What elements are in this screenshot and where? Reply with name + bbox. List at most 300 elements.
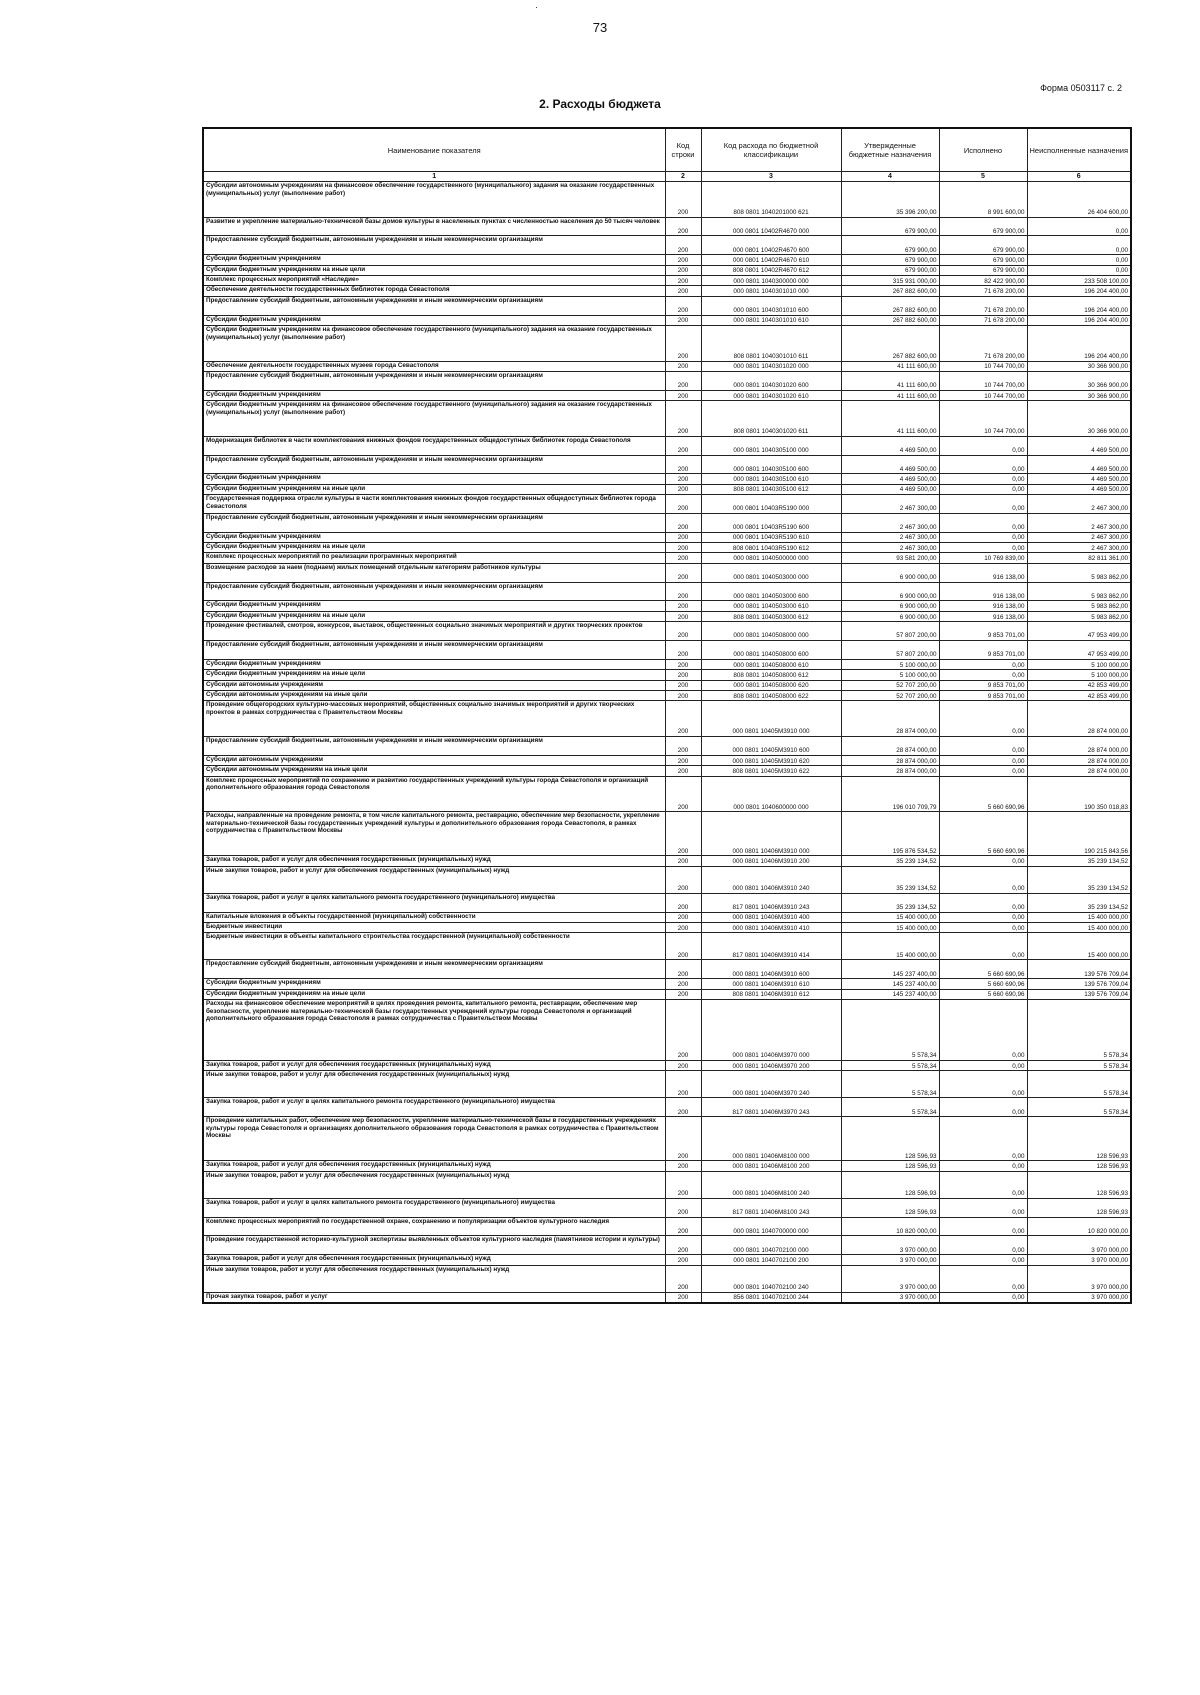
- row-name-cell: Субсидии бюджетным учреждениям: [203, 390, 665, 400]
- row-name-cell: Предоставление субсидий бюджетным, автономным учреждениям и иным некоммерческим организациям: [203, 641, 665, 660]
- row-approved-cell: 5 578,34: [841, 1098, 939, 1117]
- row-unexecuted-cell: 0,00: [1027, 265, 1131, 275]
- row-executed-cell: 916 138,00: [939, 563, 1027, 582]
- row-classification-cell: 000 0801 1040301010 610: [701, 315, 841, 325]
- column-number: 5: [939, 172, 1027, 182]
- row-line-code-cell: 200: [665, 315, 701, 325]
- row-executed-cell: 5 660 690,96: [939, 960, 1027, 979]
- row-executed-cell: 916 138,00: [939, 601, 1027, 611]
- row-unexecuted-cell: 5 578,34: [1027, 1098, 1131, 1117]
- row-classification-cell: 000 0801 10402R4670 610: [701, 255, 841, 265]
- table-row: [203, 1060, 1131, 1070]
- row-executed-cell: 679 900,00: [939, 255, 1027, 265]
- row-classification-cell: 808 0801 10406М3910 612: [701, 989, 841, 999]
- row-executed-cell: 71 678 200,00: [939, 286, 1027, 296]
- row-executed-cell: 9 853 701,00: [939, 690, 1027, 700]
- row-classification-cell: 000 0801 1040500000 000: [701, 553, 841, 563]
- row-approved-cell: 15 400 000,00: [841, 922, 939, 932]
- row-classification-cell: 856 0801 1040702100 244: [701, 1292, 841, 1302]
- row-name-cell: Предоставление субсидий бюджетным, автономным учреждениям и иным некоммерческим организациям: [203, 296, 665, 315]
- row-unexecuted-cell: 15 400 000,00: [1027, 912, 1131, 922]
- row-classification-cell: 000 0801 1040301010 000: [701, 286, 841, 296]
- row-name-cell: Субсидии автономным учреждениям на иные цели: [203, 690, 665, 700]
- column-number: 3: [701, 172, 841, 182]
- row-unexecuted-cell: 28 874 000,00: [1027, 766, 1131, 776]
- row-executed-cell: 916 138,00: [939, 582, 1027, 601]
- row-name-cell: Комплекс процессных мероприятий «Наследие»: [203, 275, 665, 285]
- row-executed-cell: 0,00: [939, 484, 1027, 494]
- row-approved-cell: 679 900,00: [841, 217, 939, 236]
- table-row: [203, 1292, 1131, 1302]
- row-executed-cell: 10 744 700,00: [939, 390, 1027, 400]
- row-name-cell: Субсидии бюджетным учреждениям: [203, 601, 665, 611]
- row-line-code-cell: 200: [665, 960, 701, 979]
- row-name-cell: Комплекс процессных мероприятий по государственной охране, сохранению и популяризации объектов культурного наследия: [203, 1217, 665, 1236]
- table-row: [203, 361, 1131, 371]
- table-row: [203, 812, 1131, 856]
- form-code: Форма 0503117 с. 2: [1040, 83, 1122, 93]
- row-unexecuted-cell: 35 239 134,52: [1027, 893, 1131, 912]
- row-executed-cell: 0,00: [939, 474, 1027, 484]
- row-approved-cell: 5 100 000,00: [841, 659, 939, 669]
- row-unexecuted-cell: 2 467 300,00: [1027, 543, 1131, 553]
- row-classification-cell: 000 0801 1040301010 600: [701, 296, 841, 315]
- row-name-cell: Субсидии бюджетным учреждениям на иные цели: [203, 670, 665, 680]
- row-classification-cell: 000 0801 10406М8100 240: [701, 1171, 841, 1198]
- table-row: [203, 1098, 1131, 1117]
- row-unexecuted-cell: 30 366 900,00: [1027, 371, 1131, 390]
- row-approved-cell: 5 578,34: [841, 1000, 939, 1061]
- row-line-code-cell: 200: [665, 933, 701, 960]
- row-name-cell: Бюджетные инвестиции в объекты капитального строительства государственной (муниципальной) собственности: [203, 933, 665, 960]
- row-executed-cell: 5 660 690,96: [939, 989, 1027, 999]
- table-row: [203, 495, 1131, 514]
- row-line-code-cell: 200: [665, 265, 701, 275]
- table-row: [203, 670, 1131, 680]
- row-approved-cell: 679 900,00: [841, 236, 939, 255]
- row-unexecuted-cell: 5 578,34: [1027, 1060, 1131, 1070]
- row-approved-cell: 267 882 600,00: [841, 286, 939, 296]
- row-executed-cell: 9 853 701,00: [939, 622, 1027, 641]
- row-line-code-cell: 200: [665, 1198, 701, 1217]
- row-executed-cell: 679 900,00: [939, 265, 1027, 275]
- row-unexecuted-cell: 5 578,34: [1027, 1071, 1131, 1098]
- row-name-cell: Предоставление субсидий бюджетным, автономным учреждениям и иным некоммерческим организациям: [203, 960, 665, 979]
- row-executed-cell: 0,00: [939, 436, 1027, 455]
- row-classification-cell: 000 0801 10406М3910 200: [701, 856, 841, 866]
- row-classification-cell: 000 0801 1040301020 000: [701, 361, 841, 371]
- row-executed-cell: 0,00: [939, 1098, 1027, 1117]
- row-approved-cell: 41 111 600,00: [841, 401, 939, 437]
- table-row: [203, 255, 1131, 265]
- row-line-code-cell: 200: [665, 622, 701, 641]
- row-unexecuted-cell: 190 215 843,56: [1027, 812, 1131, 856]
- table-row: [203, 401, 1131, 437]
- row-classification-cell: 000 0801 1040503000 600: [701, 582, 841, 601]
- row-name-cell: Иные закупки товаров, работ и услуг для обеспечения государственных (муниципальных) нужд: [203, 1171, 665, 1198]
- row-name-cell: Закупка товаров, работ и услуг в целях капитального ремонта государственного (муниципального) имущества: [203, 1198, 665, 1217]
- row-name-cell: Иные закупки товаров, работ и услуг для обеспечения государственных (муниципальных) нужд: [203, 1071, 665, 1098]
- table-row: [203, 182, 1131, 218]
- row-executed-cell: 0,00: [939, 766, 1027, 776]
- row-executed-cell: 0,00: [939, 513, 1027, 532]
- row-classification-cell: 000 0801 1040508000 610: [701, 659, 841, 669]
- row-unexecuted-cell: 28 874 000,00: [1027, 701, 1131, 737]
- row-unexecuted-cell: 5 983 862,00: [1027, 601, 1131, 611]
- row-approved-cell: 6 900 000,00: [841, 582, 939, 601]
- row-classification-cell: 808 0801 1040503000 612: [701, 611, 841, 621]
- row-executed-cell: 0,00: [939, 1292, 1027, 1302]
- row-approved-cell: 3 970 000,00: [841, 1265, 939, 1292]
- row-executed-cell: 9 853 701,00: [939, 680, 1027, 690]
- table-row: [203, 1236, 1131, 1255]
- row-approved-cell: 3 970 000,00: [841, 1292, 939, 1302]
- scan-speck: ·: [535, 2, 538, 12]
- row-classification-cell: 000 0801 10402R4670 000: [701, 217, 841, 236]
- row-executed-cell: 0,00: [939, 1117, 1027, 1161]
- row-name-cell: Предоставление субсидий бюджетным, автономным учреждениям и иным некоммерческим организациям: [203, 371, 665, 390]
- row-executed-cell: 0,00: [939, 1071, 1027, 1098]
- row-approved-cell: 145 237 400,00: [841, 979, 939, 989]
- row-classification-cell: 000 0801 10406М3910 400: [701, 912, 841, 922]
- row-unexecuted-cell: 3 970 000,00: [1027, 1265, 1131, 1292]
- table-row: [203, 989, 1131, 999]
- row-unexecuted-cell: 0,00: [1027, 236, 1131, 255]
- row-name-cell: Закупка товаров, работ и услуг для обеспечения государственных (муниципальных) нужд: [203, 856, 665, 866]
- row-name-cell: Субсидии бюджетным учреждениям на финансовое обеспечение государственного (муниципального) задания на оказание государственных (муниципальных) услуг (выполнение работ): [203, 325, 665, 361]
- row-approved-cell: 4 469 500,00: [841, 436, 939, 455]
- row-classification-cell: 000 0801 1040702100 240: [701, 1265, 841, 1292]
- row-approved-cell: 41 111 600,00: [841, 390, 939, 400]
- row-line-code-cell: 200: [665, 701, 701, 737]
- row-executed-cell: 0,00: [939, 1161, 1027, 1171]
- row-name-cell: Прочая закупка товаров, работ и услуг: [203, 1292, 665, 1302]
- row-line-code-cell: 200: [665, 436, 701, 455]
- row-executed-cell: 0,00: [939, 1265, 1027, 1292]
- row-classification-cell: 808 0801 1040301020 611: [701, 401, 841, 437]
- row-name-cell: Субсидии автономным учреждениям: [203, 680, 665, 690]
- row-unexecuted-cell: 5 578,34: [1027, 1000, 1131, 1061]
- row-executed-cell: 71 678 200,00: [939, 296, 1027, 315]
- row-line-code-cell: 200: [665, 1060, 701, 1070]
- table-row: [203, 960, 1131, 979]
- row-classification-cell: 808 0801 1040201000 621: [701, 182, 841, 218]
- row-name-cell: Капитальные вложения в объекты государственной (муниципальной) собственности: [203, 912, 665, 922]
- row-line-code-cell: 200: [665, 1161, 701, 1171]
- row-unexecuted-cell: 190 350 018,83: [1027, 776, 1131, 812]
- row-executed-cell: 71 678 200,00: [939, 325, 1027, 361]
- row-unexecuted-cell: 139 576 709,04: [1027, 960, 1131, 979]
- row-name-cell: Субсидии автономным учреждениям на финансовое обеспечение государственного (муниципального) задания на оказание государственных (муниципальных) услуг (выполнение работ): [203, 182, 665, 218]
- row-name-cell: Субсидии бюджетным учреждениям на иные цели: [203, 265, 665, 275]
- row-line-code-cell: 200: [665, 690, 701, 700]
- table-row: [203, 601, 1131, 611]
- table-row: [203, 866, 1131, 893]
- row-approved-cell: 93 581 200,00: [841, 553, 939, 563]
- row-name-cell: Обеспечение деятельности государственных библиотек города Севастополя: [203, 286, 665, 296]
- row-line-code-cell: 200: [665, 286, 701, 296]
- table-row: [203, 912, 1131, 922]
- table-row: [203, 1117, 1131, 1161]
- row-line-code-cell: 200: [665, 989, 701, 999]
- table-row: [203, 1255, 1131, 1265]
- row-approved-cell: 2 467 300,00: [841, 495, 939, 514]
- table-row: [203, 217, 1131, 236]
- row-approved-cell: 3 970 000,00: [841, 1255, 939, 1265]
- row-approved-cell: 267 882 600,00: [841, 325, 939, 361]
- row-name-cell: Закупка товаров, работ и услуг для обеспечения государственных (муниципальных) нужд: [203, 1255, 665, 1265]
- row-line-code-cell: 200: [665, 736, 701, 755]
- row-executed-cell: 0,00: [939, 1236, 1027, 1255]
- row-line-code-cell: 200: [665, 893, 701, 912]
- row-executed-cell: 0,00: [939, 912, 1027, 922]
- row-name-cell: Предоставление субсидий бюджетным, автономным учреждениям и иным некоммерческим организациям: [203, 736, 665, 755]
- table-row: [203, 979, 1131, 989]
- table-row: [203, 563, 1131, 582]
- row-classification-cell: 000 0801 1040305100 610: [701, 474, 841, 484]
- table-row: [203, 455, 1131, 474]
- row-executed-cell: 5 660 690,96: [939, 979, 1027, 989]
- row-classification-cell: 808 0801 10402R4670 612: [701, 265, 841, 275]
- row-line-code-cell: 200: [665, 1071, 701, 1098]
- row-approved-cell: 315 931 000,00: [841, 275, 939, 285]
- row-approved-cell: 679 900,00: [841, 265, 939, 275]
- row-approved-cell: 128 596,93: [841, 1198, 939, 1217]
- row-name-cell: Бюджетные инвестиции: [203, 922, 665, 932]
- column-number: 4: [841, 172, 939, 182]
- row-line-code-cell: 200: [665, 236, 701, 255]
- row-executed-cell: 0,00: [939, 856, 1027, 866]
- row-line-code-cell: 200: [665, 856, 701, 866]
- row-name-cell: Субсидии бюджетным учреждениям на финансовое обеспечение государственного (муниципального) задания на оказание государственных (муниципальных) услуг (выполнение работ): [203, 401, 665, 437]
- row-approved-cell: 28 874 000,00: [841, 701, 939, 737]
- row-line-code-cell: 200: [665, 812, 701, 856]
- row-executed-cell: 82 422 900,00: [939, 275, 1027, 285]
- row-line-code-cell: 200: [665, 182, 701, 218]
- row-unexecuted-cell: 4 469 500,00: [1027, 474, 1131, 484]
- row-executed-cell: 0,00: [939, 455, 1027, 474]
- row-classification-cell: 000 0801 10403R5190 600: [701, 513, 841, 532]
- row-unexecuted-cell: 82 811 361,00: [1027, 553, 1131, 563]
- header-classification-code: Код расхода по бюджетной классификации: [701, 128, 841, 172]
- row-approved-cell: 679 900,00: [841, 255, 939, 265]
- section-title: 2. Расходы бюджета: [539, 97, 661, 111]
- table-row: [203, 513, 1131, 532]
- row-executed-cell: 10 769 839,00: [939, 553, 1027, 563]
- row-executed-cell: 0,00: [939, 1217, 1027, 1236]
- row-approved-cell: 35 239 134,52: [841, 866, 939, 893]
- row-classification-cell: 000 0801 10403R5190 610: [701, 532, 841, 542]
- row-classification-cell: 000 0801 1040702100 200: [701, 1255, 841, 1265]
- table-row: [203, 933, 1131, 960]
- header-executed: Исполнено: [939, 128, 1027, 172]
- row-line-code-cell: 200: [665, 495, 701, 514]
- table-row: [203, 776, 1131, 812]
- row-line-code-cell: 200: [665, 513, 701, 532]
- row-unexecuted-cell: 15 400 000,00: [1027, 922, 1131, 932]
- row-classification-cell: 000 0801 1040301020 600: [701, 371, 841, 390]
- row-line-code-cell: 200: [665, 776, 701, 812]
- row-unexecuted-cell: 26 404 600,00: [1027, 182, 1131, 218]
- row-executed-cell: 916 138,00: [939, 611, 1027, 621]
- table-row: [203, 275, 1131, 285]
- row-unexecuted-cell: 2 467 300,00: [1027, 513, 1131, 532]
- row-classification-cell: 808 0801 1040508000 622: [701, 690, 841, 700]
- row-line-code-cell: 200: [665, 275, 701, 285]
- row-name-cell: Предоставление субсидий бюджетным, автономным учреждениям и иным некоммерческим организациям: [203, 236, 665, 255]
- row-executed-cell: 0,00: [939, 755, 1027, 765]
- row-unexecuted-cell: 5 983 862,00: [1027, 582, 1131, 601]
- row-approved-cell: 28 874 000,00: [841, 766, 939, 776]
- table-row: [203, 532, 1131, 542]
- row-approved-cell: 2 467 300,00: [841, 543, 939, 553]
- row-unexecuted-cell: 47 953 499,00: [1027, 622, 1131, 641]
- row-line-code-cell: 200: [665, 474, 701, 484]
- row-executed-cell: 0,00: [939, 495, 1027, 514]
- row-name-cell: Субсидии бюджетным учреждениям: [203, 474, 665, 484]
- row-classification-cell: 808 0801 1040301010 611: [701, 325, 841, 361]
- row-classification-cell: 000 0801 10405М3910 000: [701, 701, 841, 737]
- row-line-code-cell: 200: [665, 601, 701, 611]
- row-name-cell: Предоставление субсидий бюджетным, автономным учреждениям и иным некоммерческим организациям: [203, 582, 665, 601]
- row-line-code-cell: 200: [665, 390, 701, 400]
- row-unexecuted-cell: 139 576 709,04: [1027, 989, 1131, 999]
- row-classification-cell: 000 0801 10406М3970 200: [701, 1060, 841, 1070]
- row-name-cell: Обеспечение деятельности государственных музеев города Севастополя: [203, 361, 665, 371]
- row-unexecuted-cell: 196 204 400,00: [1027, 296, 1131, 315]
- header-row: [203, 128, 1131, 172]
- row-executed-cell: 0,00: [939, 1171, 1027, 1198]
- row-approved-cell: 5 578,34: [841, 1060, 939, 1070]
- row-approved-cell: 41 111 600,00: [841, 361, 939, 371]
- table-row: [203, 436, 1131, 455]
- row-name-cell: Субсидии автономным учреждениям: [203, 755, 665, 765]
- row-name-cell: Субсидии бюджетным учреждениям: [203, 532, 665, 542]
- row-approved-cell: 28 874 000,00: [841, 736, 939, 755]
- row-classification-cell: 817 0801 10406М8100 243: [701, 1198, 841, 1217]
- row-unexecuted-cell: 42 853 499,00: [1027, 680, 1131, 690]
- row-line-code-cell: 200: [665, 371, 701, 390]
- row-approved-cell: 35 239 134,52: [841, 893, 939, 912]
- row-unexecuted-cell: 2 467 300,00: [1027, 495, 1131, 514]
- row-line-code-cell: 200: [665, 553, 701, 563]
- row-classification-cell: 000 0801 1040301020 610: [701, 390, 841, 400]
- row-unexecuted-cell: 28 874 000,00: [1027, 736, 1131, 755]
- row-name-cell: Предоставление субсидий бюджетным, автономным учреждениям и иным некоммерческим организациям: [203, 455, 665, 474]
- row-classification-cell: 000 0801 1040305100 000: [701, 436, 841, 455]
- row-classification-cell: 000 0801 10406М3970 000: [701, 1000, 841, 1061]
- row-classification-cell: 000 0801 10406М3910 610: [701, 979, 841, 989]
- table-row: [203, 1217, 1131, 1236]
- row-name-cell: Закупка товаров, работ и услуг для обеспечения государственных (муниципальных) нужд: [203, 1060, 665, 1070]
- row-name-cell: Развитие и укрепление материально-технической базы домов культуры в населенных пунктах с численностью населения до 50 тысяч человек: [203, 217, 665, 236]
- row-approved-cell: 195 876 534,52: [841, 812, 939, 856]
- row-line-code-cell: 200: [665, 1292, 701, 1302]
- row-line-code-cell: 200: [665, 325, 701, 361]
- row-classification-cell: 000 0801 10405М3910 600: [701, 736, 841, 755]
- row-name-cell: Возмещение расходов за наем (поднаем) жилых помещений отдельным категориям работников культуры: [203, 563, 665, 582]
- header-line-code: Код строки: [665, 128, 701, 172]
- header-unexecuted: Неисполненные назначения: [1027, 128, 1131, 172]
- row-unexecuted-cell: 128 596,93: [1027, 1198, 1131, 1217]
- row-line-code-cell: 200: [665, 866, 701, 893]
- row-line-code-cell: 200: [665, 1171, 701, 1198]
- row-approved-cell: 35 239 134,52: [841, 856, 939, 866]
- row-name-cell: Иные закупки товаров, работ и услуг для обеспечения государственных (муниципальных) нужд: [203, 1265, 665, 1292]
- row-executed-cell: 0,00: [939, 701, 1027, 737]
- row-line-code-cell: 200: [665, 1098, 701, 1117]
- row-approved-cell: 4 469 500,00: [841, 474, 939, 484]
- table-row: [203, 922, 1131, 932]
- row-classification-cell: 000 0801 1040600000 000: [701, 776, 841, 812]
- row-name-cell: Проведение капитальных работ, обеспечение мер безопасности, укрепление материально-технической базы в государственных учреждениях культуры города Севастополя и организациях дополнительного образования города Севастополя в рамках сотрудничества с Правительством Москвы: [203, 1117, 665, 1161]
- row-approved-cell: 6 900 000,00: [841, 611, 939, 621]
- row-classification-cell: 000 0801 10406М3970 240: [701, 1071, 841, 1098]
- row-unexecuted-cell: 3 970 000,00: [1027, 1255, 1131, 1265]
- column-number-row: [203, 172, 1131, 182]
- row-name-cell: Субсидии бюджетным учреждениям: [203, 659, 665, 669]
- row-executed-cell: 9 853 701,00: [939, 641, 1027, 660]
- row-approved-cell: 10 820 000,00: [841, 1217, 939, 1236]
- row-classification-cell: 817 0801 10406М3910 243: [701, 893, 841, 912]
- row-unexecuted-cell: 0,00: [1027, 217, 1131, 236]
- row-classification-cell: 808 0801 1040305100 612: [701, 484, 841, 494]
- row-approved-cell: 4 469 500,00: [841, 484, 939, 494]
- row-name-cell: Закупка товаров, работ и услуг в целях капитального ремонта государственного (муниципального) имущества: [203, 893, 665, 912]
- row-classification-cell: 000 0801 1040508000 600: [701, 641, 841, 660]
- row-approved-cell: 128 596,93: [841, 1117, 939, 1161]
- row-unexecuted-cell: 196 204 400,00: [1027, 315, 1131, 325]
- row-executed-cell: 679 900,00: [939, 236, 1027, 255]
- table-row: [203, 611, 1131, 621]
- row-unexecuted-cell: 2 467 300,00: [1027, 532, 1131, 542]
- row-approved-cell: 41 111 600,00: [841, 371, 939, 390]
- row-executed-cell: 0,00: [939, 933, 1027, 960]
- row-line-code-cell: 200: [665, 766, 701, 776]
- table-row: [203, 701, 1131, 737]
- row-classification-cell: 000 0801 10406М8100 200: [701, 1161, 841, 1171]
- row-classification-cell: 817 0801 10406М3910 414: [701, 933, 841, 960]
- row-unexecuted-cell: 196 204 400,00: [1027, 325, 1131, 361]
- row-executed-cell: 71 678 200,00: [939, 315, 1027, 325]
- row-unexecuted-cell: 35 239 134,52: [1027, 856, 1131, 866]
- row-line-code-cell: 200: [665, 1000, 701, 1061]
- row-unexecuted-cell: 139 576 709,04: [1027, 979, 1131, 989]
- table-row: [203, 1198, 1131, 1217]
- row-unexecuted-cell: 233 508 100,00: [1027, 275, 1131, 285]
- row-unexecuted-cell: 0,00: [1027, 255, 1131, 265]
- row-approved-cell: 28 874 000,00: [841, 755, 939, 765]
- row-executed-cell: 10 744 700,00: [939, 371, 1027, 390]
- row-classification-cell: 808 0801 1040508000 612: [701, 670, 841, 680]
- row-line-code-cell: 200: [665, 670, 701, 680]
- table-row: [203, 484, 1131, 494]
- row-executed-cell: 0,00: [939, 866, 1027, 893]
- table-row: [203, 1000, 1131, 1061]
- row-approved-cell: 128 596,93: [841, 1161, 939, 1171]
- row-executed-cell: 10 744 700,00: [939, 401, 1027, 437]
- table-row: [203, 325, 1131, 361]
- row-approved-cell: 15 400 000,00: [841, 912, 939, 922]
- row-line-code-cell: 200: [665, 979, 701, 989]
- row-approved-cell: 267 882 600,00: [841, 296, 939, 315]
- table-row: [203, 766, 1131, 776]
- row-classification-cell: 808 0801 10403R5190 612: [701, 543, 841, 553]
- row-name-cell: Субсидии автономным учреждениям на иные цели: [203, 766, 665, 776]
- row-unexecuted-cell: 128 596,93: [1027, 1161, 1131, 1171]
- row-classification-cell: 817 0801 10406М3970 243: [701, 1098, 841, 1117]
- row-line-code-cell: 200: [665, 484, 701, 494]
